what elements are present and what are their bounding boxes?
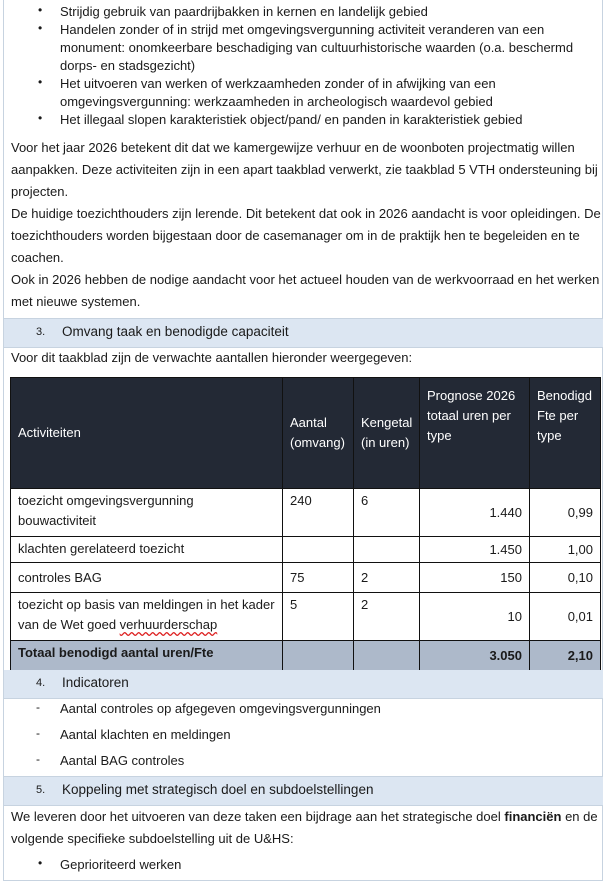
bullet-icon: • [38, 111, 43, 125]
strategic-goal: financiën [504, 809, 562, 824]
section-header-3 [4, 318, 603, 348]
section-number: 5. [36, 784, 46, 796]
header-aantal: Aantal (omvang) [283, 378, 354, 489]
header-prognose: Prognose 2026 totaal uren per type [420, 378, 530, 489]
capacity-table [10, 377, 601, 671]
table-row: toezicht op basis van meldingen in het kader van de Wet goed verhuurderschap 5 2 10 0,01 [11, 593, 601, 641]
header-activiteiten: Activiteiten [11, 378, 283, 489]
table-total-row: Totaal benodigd aantal uren/Fte 3.050 2,10 [11, 641, 601, 671]
dash-icon: - [36, 700, 40, 714]
header-kengetal: Kengetal (in uren) [354, 378, 420, 489]
spellcheck-underline: verhuurderschap [119, 617, 218, 632]
paragraph: Ook in 2026 hebben de nodige aandacht voor het actueel houden van de werkvoorraad en het werken met nieuwe systemen. [11, 272, 600, 309]
section-title: Indicatoren [62, 675, 129, 690]
section-header-5 [4, 776, 603, 806]
table-row: controles BAG 75 2 150 0,10 [11, 563, 601, 593]
bullet-icon: • [38, 21, 43, 35]
dash-icon: - [36, 752, 40, 766]
section-title: Omvang taak en benodigde capaciteit [62, 324, 289, 339]
paragraph: De huidige toezichthouders zijn lerende. Dit betekent dat ook in 2026 aandacht is voor opleidingen. De toezichthouders worden bijgestaan door de casemanager om in de praktijk hen te begeleiden en te coachen. [11, 206, 601, 265]
table-intro: Voor dit taakblad zijn de verwachte aantallen hieronder weergegeven: [11, 350, 413, 365]
header-fte: Benodigd Fte per type [530, 378, 601, 489]
bullet-icon: • [38, 856, 43, 870]
table-header-row [11, 378, 601, 489]
paragraph: Voor het jaar 2026 betekent dit dat we kamergewijze verhuur en de woonboten projectmatig willen aanpakken. Deze activiteiten zijn in een apart taakblad verwerkt, zie taakblad 5 VTH ondersteuning bij projecten. [11, 140, 598, 199]
section-number: 3. [36, 326, 46, 338]
table-row: klachten gerelateerd toezicht 1.450 1,00 [11, 537, 601, 563]
bullet-icon: • [38, 75, 43, 89]
bullet-icon: • [38, 3, 43, 17]
dash-icon: - [36, 726, 40, 740]
section-header-4 [4, 670, 603, 699]
closing-paragraph: We leveren door het uitvoeren van deze taken een bijdrage aan het strategische doel financiën en de volgende specifieke subdoelstelling uit de U&HS: [11, 809, 598, 846]
section-number: 4. [36, 677, 46, 689]
table-row: toezicht omgevingsvergunning bouwactiviteit 240 6 1.440 0,99 [11, 489, 601, 537]
section-title: Koppeling met strategisch doel en subdoelstellingen [62, 782, 374, 797]
